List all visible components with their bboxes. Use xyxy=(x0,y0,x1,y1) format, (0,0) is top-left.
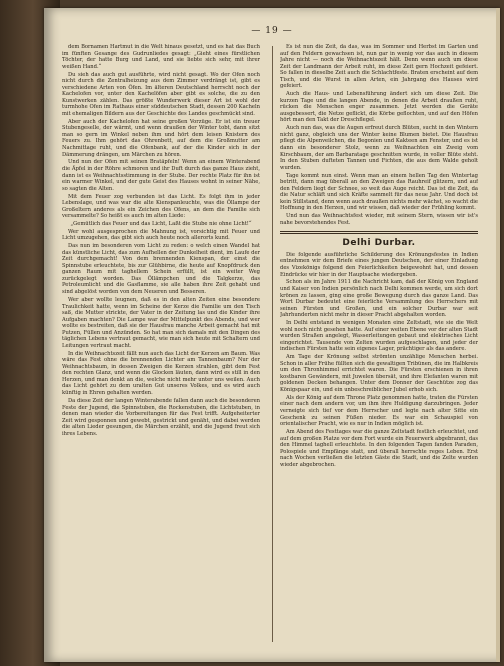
paragraph: Aber auch der Kachelofen hat seine großen Vorzüge. Er ist ein treuer Stubengeselle, der wärmt, und wenn draußen der Winter tobt, dann sitzt man so gern im Winkel neben ihm und hört dem leisen Knistern des Feuers zu. Ihm gehört das Ohrenbett, auf dem die Großmutter am Nachmittage ruht, und die Ofenbank, auf der die Kinder sich in der Dämmerung drängen, um Märchen zu hören. xyxy=(62,118,260,158)
left-column xyxy=(62,44,260,644)
paragraph: Am Tage der Krönung selbst strömten unzählige Menschen herbei. Schon in aller Frühe füllten sich die gewaltigen Tribünen, die im Halbkreis um den Thronhimmel errichtet waren. Die Fürsten erschienen in ihren kostbaren Gewändern, mit Juwelen übersät, und ihre Elefanten waren mit goldenen Decken behangen. Unter dem Donner der Geschütze zog das Königspaar ein, und ein unbeschreiblicher Jubel erhob sich. xyxy=(280,354,478,393)
page-number: — 19 — xyxy=(251,26,293,36)
paragraph: Das nun im besonderen vom Licht zu reden: o welch einen Wandel hat das künstliche Licht, das zum Aufhellen der Dunkelheit dient, im Laufe der Zeit durchgemacht! Von dem brennenden Kienspan, der einst die Spinnstube erleuchtete, bis zur Glühbirne, die heute auf Knopfdruck den ganzen Raum mit taghellem Schein erfüllt, ist ein weiter Weg zurückgelegt worden. Das Öllämpchen und die Talgkerze, das Petroleumlicht und die Gasflamme, sie alle haben ihre Zeit gehabt und sind abgelöst worden von dem Neueren und Besseren. xyxy=(62,243,260,296)
section-divider xyxy=(280,233,478,234)
book-page xyxy=(44,8,500,662)
paragraph: Auch nun das, was die Augen erfreut durch Blüten, sucht in den Wintern nicht ganz, obgleich uns der Winter keine Blumen bietet. Die Hausfrau pflegt die Alpenveilchen, die Begonien und Kakteen am Fenster, und es ist dann ein besonderer Stolz, wenn zu Weihnachten ein Zweig vom Kirschbaum, der am Barbaratage geschnitten wurde, in voller Blüte steht. In den Stuben dufteten Tannen und Fichten, die aus dem Walde geholt wurden. xyxy=(280,125,478,171)
paragraph: Es ist nun die Zeit, da das, was im Sommer und Herbst im Garten und auf den Feldern gewachsen ist, nun gar in wenig vor das auch in diesem Jahre nicht — noch die Weihnachtszeit hält. Denn wenn auch um diese Zeit der Landmann der Arbeit ruht, im diese Zeit gern Hochzeit gefeiert. So fallen in dieselbe Zeit auch die Schlachtfeste. Braten erscheint auf dem Tisch, und die Wurst in allen Arten, ein Jahrgang des Hauses wird gefeiert. xyxy=(280,44,478,90)
paragraph: Du sieh das auch gut ausführte, wird nicht gesagt. Wo der Ofen noch nicht durch die Zentralheizung aus dem Zimmer verdrängt ist, gibt es verschiedene Arten von Öfen. Im älteren Deutschland herrscht noch der Kachelofen vor, unter den Kachelöfen aber gibt es solche, die zu den Kunstwerken zählen. Das größte Wunderwerk dieser Art ist wohl der turmhohe Ofen im Rathaus einer süddeutschen Stadt, dessen 200 Kacheln mit ehemaligen Bildern aus der Geschichte des Landes geschmückt sind. xyxy=(62,71,260,117)
paragraph: In die Weihnachtszeit fällt nun auch das Licht der Kerzen am Baum. Was wäre das Fest ohne die brennenden Lichter am Tannenbaum? Nur der Weihnachtsbaum, in dessen Zweigen die Kerzen strahlen, gibt dem Fest den rechten Glanz, und wenn die Glocken läuten, dann wird es still in den Herzen, und man denkt an die, welche nicht mehr unter uns weilen. Auch das Licht gehört zu dem uralten Gut unseres Volkes, und es wird auch künftig in Ehren gehalten werden. xyxy=(62,350,260,397)
paragraph: Am Abend des Festtages war die ganze Zeltstadt festlich erleuchtet, und auf dem großen Platze vor dem Fort wurde ein Feuerwerk abgebrannt, das den Himmel taghell erleuchtete. In den folgenden Tagen fanden Paraden, Polospiele und Empfänge statt, und überall herrschte reges Leben. Erst nach Wochen verließen die letzten Gäste die Stadt, und die Zelte wurden wieder abgebrochen. xyxy=(280,429,478,468)
paragraph: Als der König auf dem Throne Platz genommen hatte, traten die Fürsten einer nach dem andern vor, um ihm ihre Huldigung darzubringen. Jeder verneigte sich tief vor dem Herrscher und legte nach alter Sitte ein Geschenk zu seinen Füßen nieder. Es war ein Schauspiel von orientalischer Pracht, wie es nur in Indien möglich ist. xyxy=(280,394,478,428)
article-headline: Delhi Durbar. xyxy=(342,238,416,249)
verse-quote: „Gemütlich das Feuer und das Licht, Laßt die Stube nie ohne Licht!“ xyxy=(70,221,252,228)
paragraph: Da diese Zeit der langen Winterabende fallen dann auch die besonderen Feste der Jugend, die Spinnstuben, die Rockenstuben, die Lichtstuben, in denen man wieder die Vorbereitungen für das Fest trifft. Aufgeheiterter Zeit wird gesponnen und gewebt, gestrickt und genäht, und dabei werden die alten Lieder gesungen, die Märchen erzählt, und die Jugend freut sich ihres Lebens. xyxy=(62,397,260,437)
paragraph: Wer aber wollte leugnen, daß es in den alten Zeiten eine besondere Traulichkeit hatte, wenn im Scheine der Kerze die Familie um den Tisch saß, die Mutter strickte, der Vater in der Zeitung las und die Kinder ihre Aufgaben machten? Die Lampe war der Mittelpunkt des Abends, und wer wollte es bestreiten, daß sie der Hausfrau manche Arbeit gemacht hat mit Putzen, Füllen und Anzünden. So hat man sich damals mit den Dingen des täglichen Lebens vertraut gemacht, wie man sich heute mit Schaltern und Leitungen vertraut macht. xyxy=(62,296,260,349)
paragraph: Wer wohl ausgesprochen die Mahnung ist, vorsichtig mit Feuer und Licht umzugehen, das gibt sich auch heute noch allerorts kund. xyxy=(62,228,260,242)
paragraph: Und nun das Weihnachtsfest wieder, mit seinem Stern, wissen wir ist's nahe bevorstehendes Fest. xyxy=(280,213,478,226)
right-column xyxy=(280,44,478,644)
paragraph: Mit dem Feuer zog verbunden ist das Licht. Es folgt ihm in jeder Lebenslage, und was war die alte Kienspanleuchte, was die Öllampe der Großeltern anderes als ein Zeichen des Ofens, an dem die Familie sich versammelte? So heißt es auch im alten Liede: xyxy=(62,193,260,220)
paragraph: Auch die Haus- und Lebensführung ändert sich um diese Zeit. Die kurzen Tage und die langen Abende, in denen die Arbeit draußen ruht, rücken die Menschen enger zusammen. Jetzt werden die Geräte ausgebessert, die Netze geflickt, die Körbe geflochten, und auf den Höfen hört man den Takt der Dreschflegel. xyxy=(280,91,478,124)
column-divider xyxy=(272,46,273,642)
article-intro: Die folgende ausführliche Schilderung des Krönungsfestes in Indien entnehmen wir dem Briefe eines jungen Deutschen, der einer Einladung des Vizekönigs folgend den Feierlichkeiten beigewohnt hat, und dessen Eindrücke wir hier in der Hauptsache wiedergeben. xyxy=(280,251,478,278)
paragraph: Schon als im Jahre 1911 die Nachricht kam, daß der König von England und Kaiser von Indien persönlich nach Delhi kommen werde, um sich dort krönen zu lassen, ging eine große Bewegung durch das ganze Land. Das Wort Durbar bedeutet eine feierliche Versammlung des Herrschers mit seinen Fürsten und Großen, und ein solcher Durbar war seit Jahrhunderten nicht mehr in dieser Pracht abgehalten worden. xyxy=(280,279,478,319)
paragraph: In Delhi entstand in wenigen Monaten eine Zeltstadt, wie sie die Welt wohl noch nicht gesehen hatte. Auf einer weiten Ebene vor der alten Stadt wurden Straßen angelegt, Wasserleitungen gebaut und elektrisches Licht eingerichtet. Tausende von Zelten wurden aufgeschlagen, und jeder der indischen Fürsten hatte sein eigenes Lager, prächtiger als das andere. xyxy=(280,320,478,353)
page-edge xyxy=(496,8,500,662)
paragraph: dem Bornamen Hartmut in die Welt hinaus gesetzt, und es hat das Buch im fünften Gesange des Gudrunliedes gesagt: „Gieht eines fürstlichen Töchter, der hatte Burg und Land, und sie liebte sich sehr, mit ihrer weißen Hand.“ xyxy=(62,44,260,70)
section-divider xyxy=(280,231,478,232)
paragraph: Tage kommt nun einst. Wenn man an einem hellen Tag den Wintertag betritt, dann mag überall an den Zweigen das Rauhreif glitzern, und auf den Feldern liegt der Schnee, so weit das Auge reicht. Das ist die Zeit, da die Natur schläft und sich Kräfte sammelt für das neue Jahr. Und doch ist kein Stillstand, denn wenn auch draußen nichts mehr wächst, so wacht die Hoffnung in den Herzen, und wir wissen, daß wieder der Frühling kommt. xyxy=(280,172,478,212)
paragraph: Und nun der Ofen mit seinen Bratäpfeln! Wenn an einem Winterabend die Äpfel in der Röhre schmoren und ihr Duft durch das ganze Haus zieht, dann ist es Weihnachtsstimmung in der Stube. Der rechte Platz für ihn ist ein warmer Winkel, und der gute Geist des Hauses wohnt in seiner Nähe, so sagten die Alten. xyxy=(62,159,260,192)
